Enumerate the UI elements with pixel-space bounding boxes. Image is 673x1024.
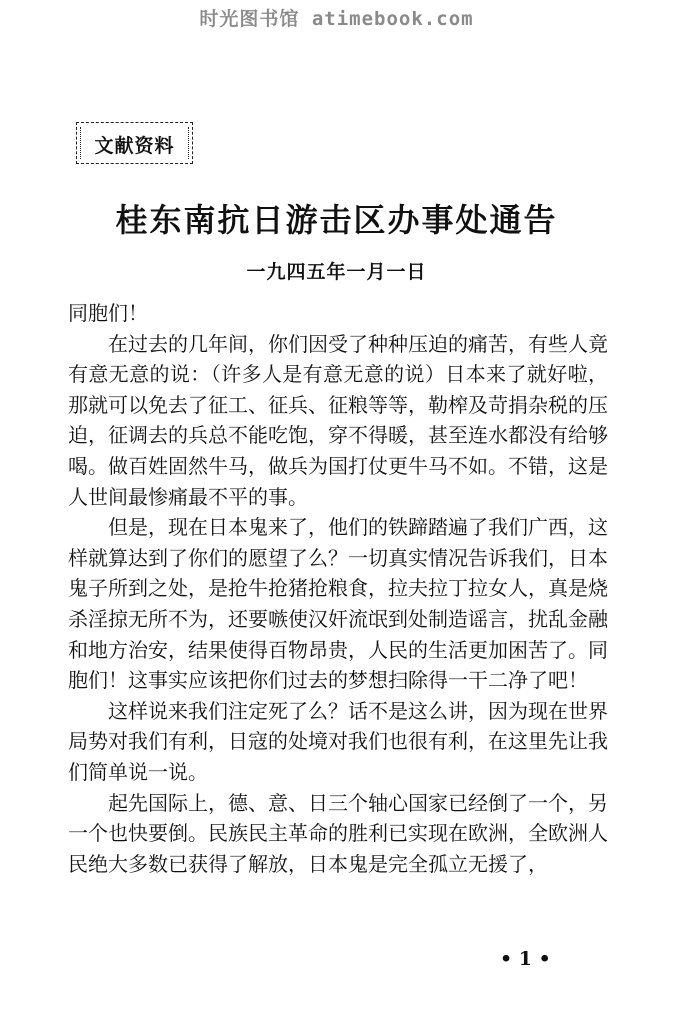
paragraph: 在过去的几年间，你们因受了种种压迫的痛苦，有些人竟有意无意的说：（许多人是有意无意的说）日本来了就好啦，那就可以免去了征工、征兵、征粮等等，勒榨及苛捐杂税的压迫，征调去的兵总不能吃饱，穿不得暖，甚至连水都没有给够喝。做百姓固然牛马，做兵为国打仗更牛马不如。不错，这是人世间最惨痛最不平的事。 <box>68 331 608 509</box>
document-title: 桂东南抗日游击区办事处通告 <box>115 201 558 239</box>
section-badge-label: 文献资料 <box>94 135 175 157</box>
salutation: 同胞们！ <box>68 301 148 325</box>
paragraph: 但是，现在日本鬼来了，他们的铁蹄踏遍了我们广西，这样就算达到了你们的愿望了么？一切真实情况告诉我们，日本鬼子所到之处，是抢牛抢猪抢粮食，拉夫拉丁拉女人，真是烧杀淫掠无所不为，还要嗾使汉奸流氓到处制造谣言，扰乱金融和地方治安，结果使得百物昂贵，人民的生活更加困苦了。同胞们！这事实应该把你们过去的梦想扫除得一干二净了吧！ <box>68 515 608 693</box>
document-body <box>68 298 608 879</box>
paragraph: 这样说来我们注定死了么？话不是这么讲，因为现在世界局势对我们有利，日寇的处境对我们也很有利，在这里先让我们简单说一说。 <box>68 698 608 784</box>
document-date: 一九四五年一月一日 <box>246 261 427 283</box>
section-badge <box>76 122 193 164</box>
watermark-text: 时光图书馆 atimebook.com <box>199 8 474 30</box>
page-number: • 1 • <box>500 948 551 970</box>
paragraph: 起先国际上，德、意、日三个轴心国家已经倒了一个，另一个也快要倒。民族民主革命的胜利已实现在欧洲，全欧洲人民绝大多数已获得了解放，日本鬼是完全孤立无援了， <box>68 790 608 876</box>
